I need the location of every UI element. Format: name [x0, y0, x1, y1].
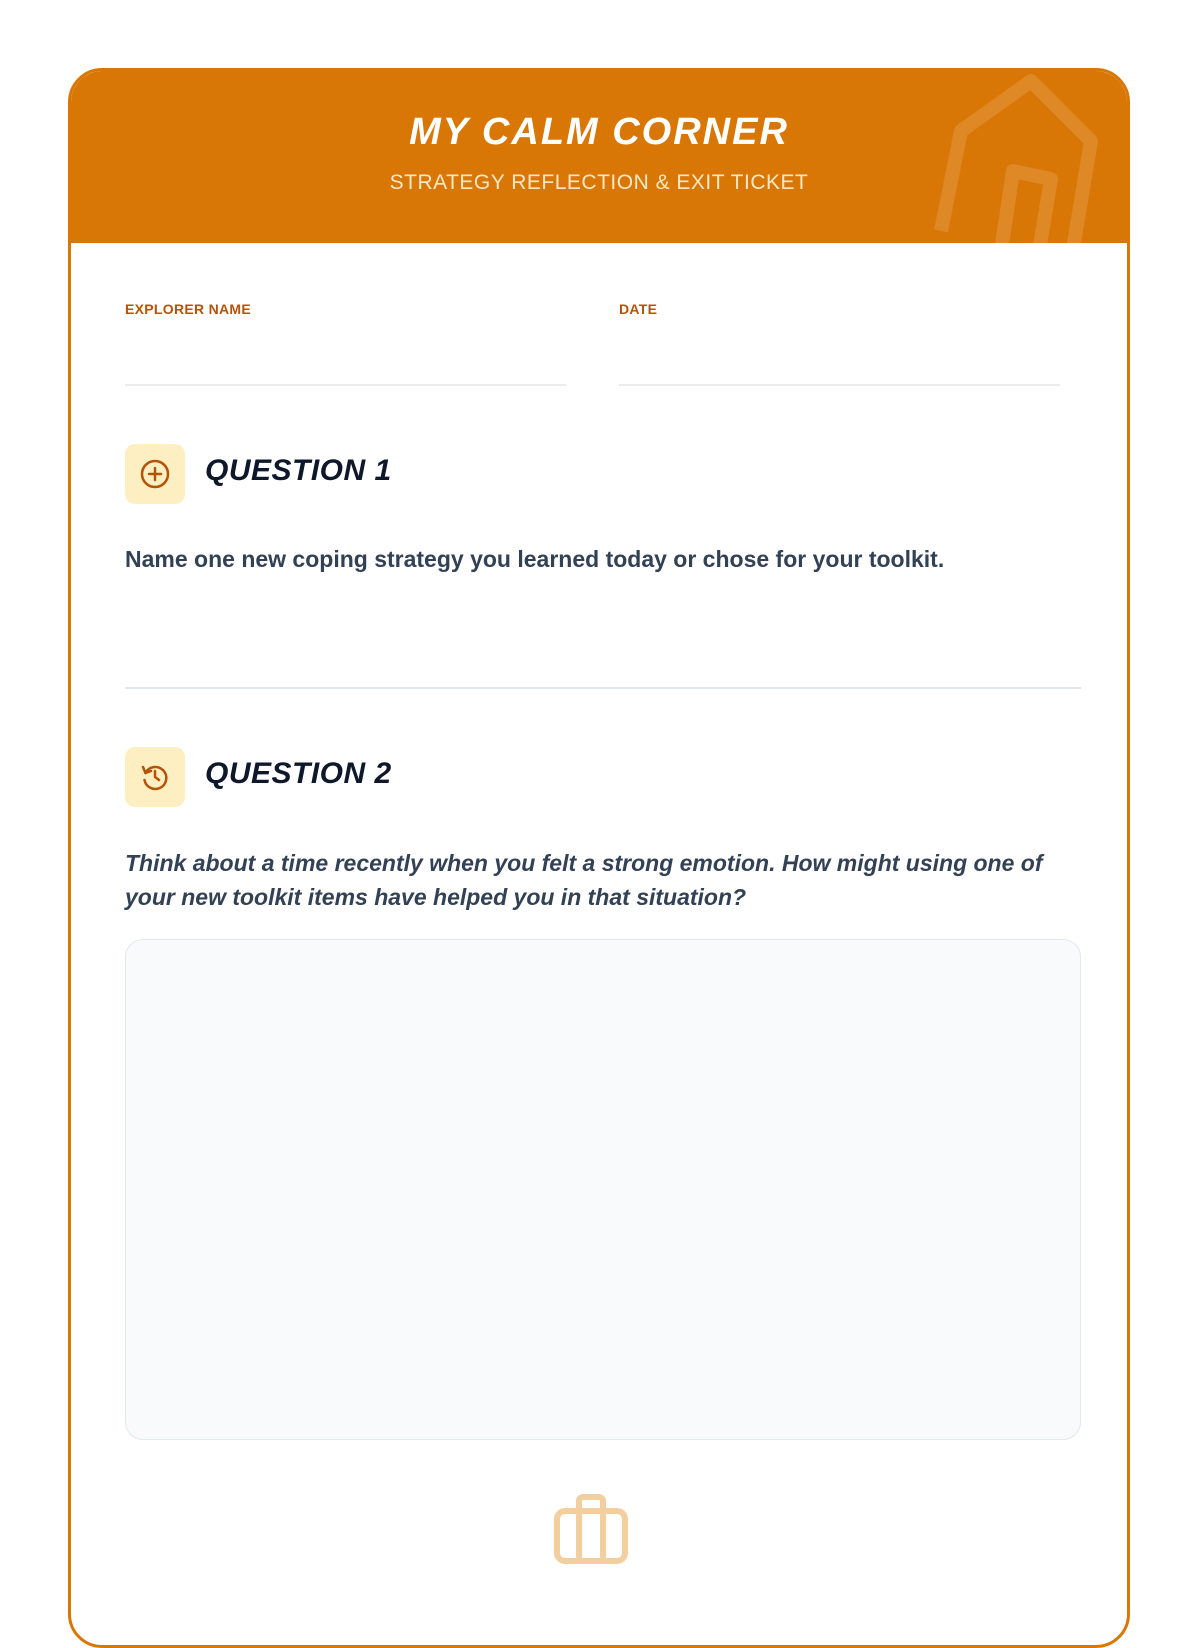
- question-2-answer-box[interactable]: [125, 939, 1081, 1440]
- page-subtitle: STRATEGY REFLECTION & EXIT TICKET: [389, 171, 809, 194]
- question-2-title: QUESTION 2: [205, 757, 392, 790]
- date-label: DATE: [619, 301, 658, 317]
- house-icon: [921, 71, 1121, 243]
- explorer-name-field[interactable]: [125, 384, 566, 386]
- question-2-icon-badge: [125, 747, 185, 807]
- page-title: MY CALM CORNER: [409, 111, 789, 153]
- question-1-answer-line[interactable]: [125, 687, 1081, 689]
- history-icon: [139, 761, 171, 793]
- date-field[interactable]: [619, 384, 1060, 386]
- explorer-name-label: EXPLORER NAME: [125, 301, 252, 317]
- plus-circle-icon: [139, 458, 171, 490]
- briefcase-icon: [551, 1491, 631, 1567]
- exit-ticket-card: [68, 68, 1130, 1648]
- question-2-prompt: Think about a time recently when you felt a strong emotion. How might using one of your new toolkit items have helped you in that situation?: [125, 850, 1043, 910]
- header-banner: [71, 71, 1127, 243]
- question-1-icon-badge: [125, 444, 185, 504]
- question-1-prompt: Name one new coping strategy you learned today or chose for your toolkit.: [125, 546, 945, 572]
- question-1-title: QUESTION 1: [205, 454, 392, 487]
